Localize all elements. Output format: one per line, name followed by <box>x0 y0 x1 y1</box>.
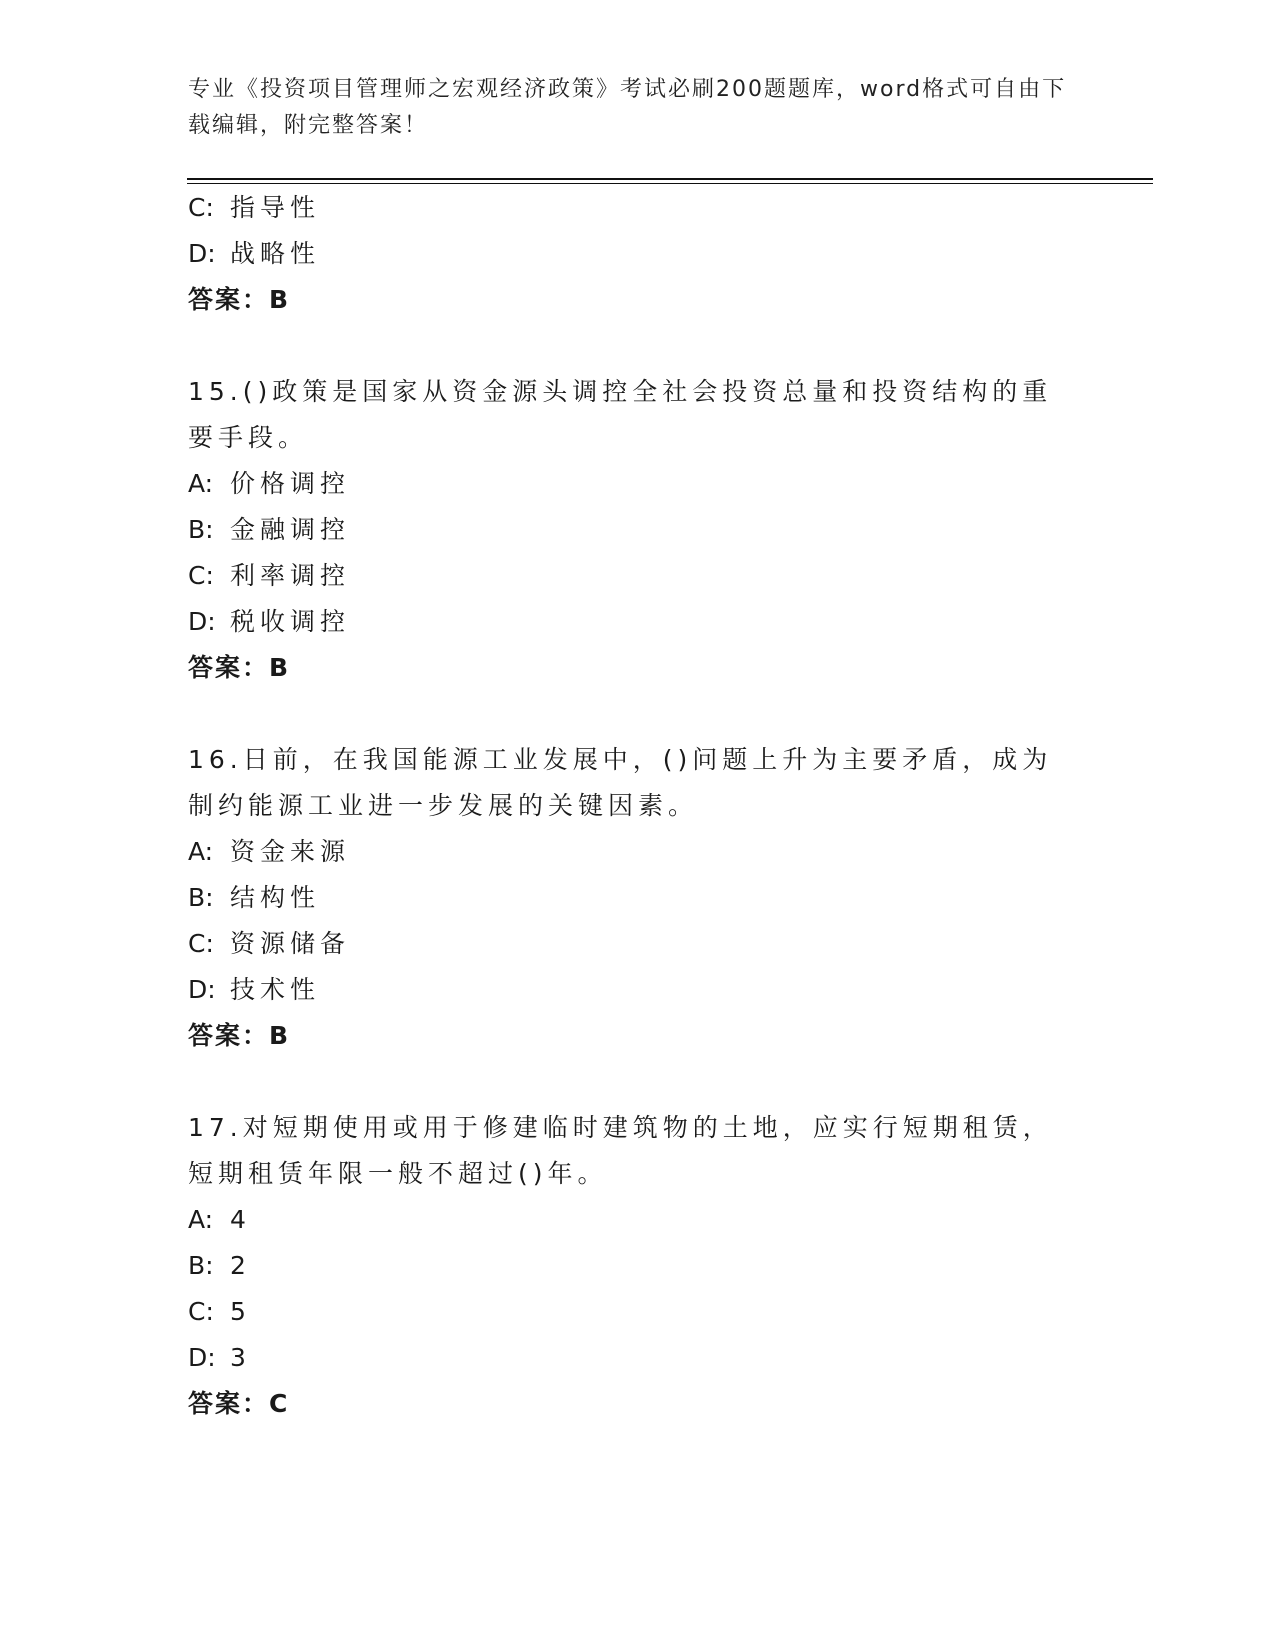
option-c: C: 5 <box>188 1297 251 1326</box>
option-d: D: 战略性 <box>188 239 321 268</box>
option-d: D: 技术性 <box>188 975 321 1004</box>
option-d: D: 3 <box>188 1343 251 1372</box>
document-body <box>188 185 1088 1427</box>
document-header: 专业《投资项目管理师之宏观经济政策》考试必刷200题题库，word格式可自由下载编辑，附完整答案！ <box>188 77 1067 138</box>
header-rule-top <box>187 178 1153 180</box>
option-b: B: 金融调控 <box>188 515 351 544</box>
answer-line: 答案：B <box>188 285 291 314</box>
question-17-text: 17.对短期使用或用于修建临时建筑物的土地，应实行短期租赁，短期租赁年限一般不超过()年。 <box>188 1113 1053 1188</box>
option-b: B: 结构性 <box>188 883 321 912</box>
option-c: C: 资源储备 <box>188 929 351 958</box>
header-rule-bottom <box>187 183 1153 184</box>
option-b: B: 2 <box>188 1251 251 1280</box>
answer-line: 答案：B <box>188 1021 291 1050</box>
answer-line: 答案：C <box>188 1389 290 1418</box>
option-a: A: 4 <box>188 1205 251 1234</box>
answer-line: 答案：B <box>188 653 291 682</box>
option-a: A: 价格调控 <box>188 469 351 498</box>
question-16-text: 16.日前，在我国能源工业发展中，()问题上升为主要矛盾，成为制约能源工业进一步发展的关键因素。 <box>188 745 1053 820</box>
option-a: A: 资金来源 <box>188 837 351 866</box>
option-c: C: 指导性 <box>188 193 321 222</box>
option-c: C: 利率调控 <box>188 561 351 590</box>
question-15-text: 15.()政策是国家从资金源头调控全社会投资总量和投资结构的重要手段。 <box>188 377 1053 452</box>
option-d: D: 税收调控 <box>188 607 351 636</box>
